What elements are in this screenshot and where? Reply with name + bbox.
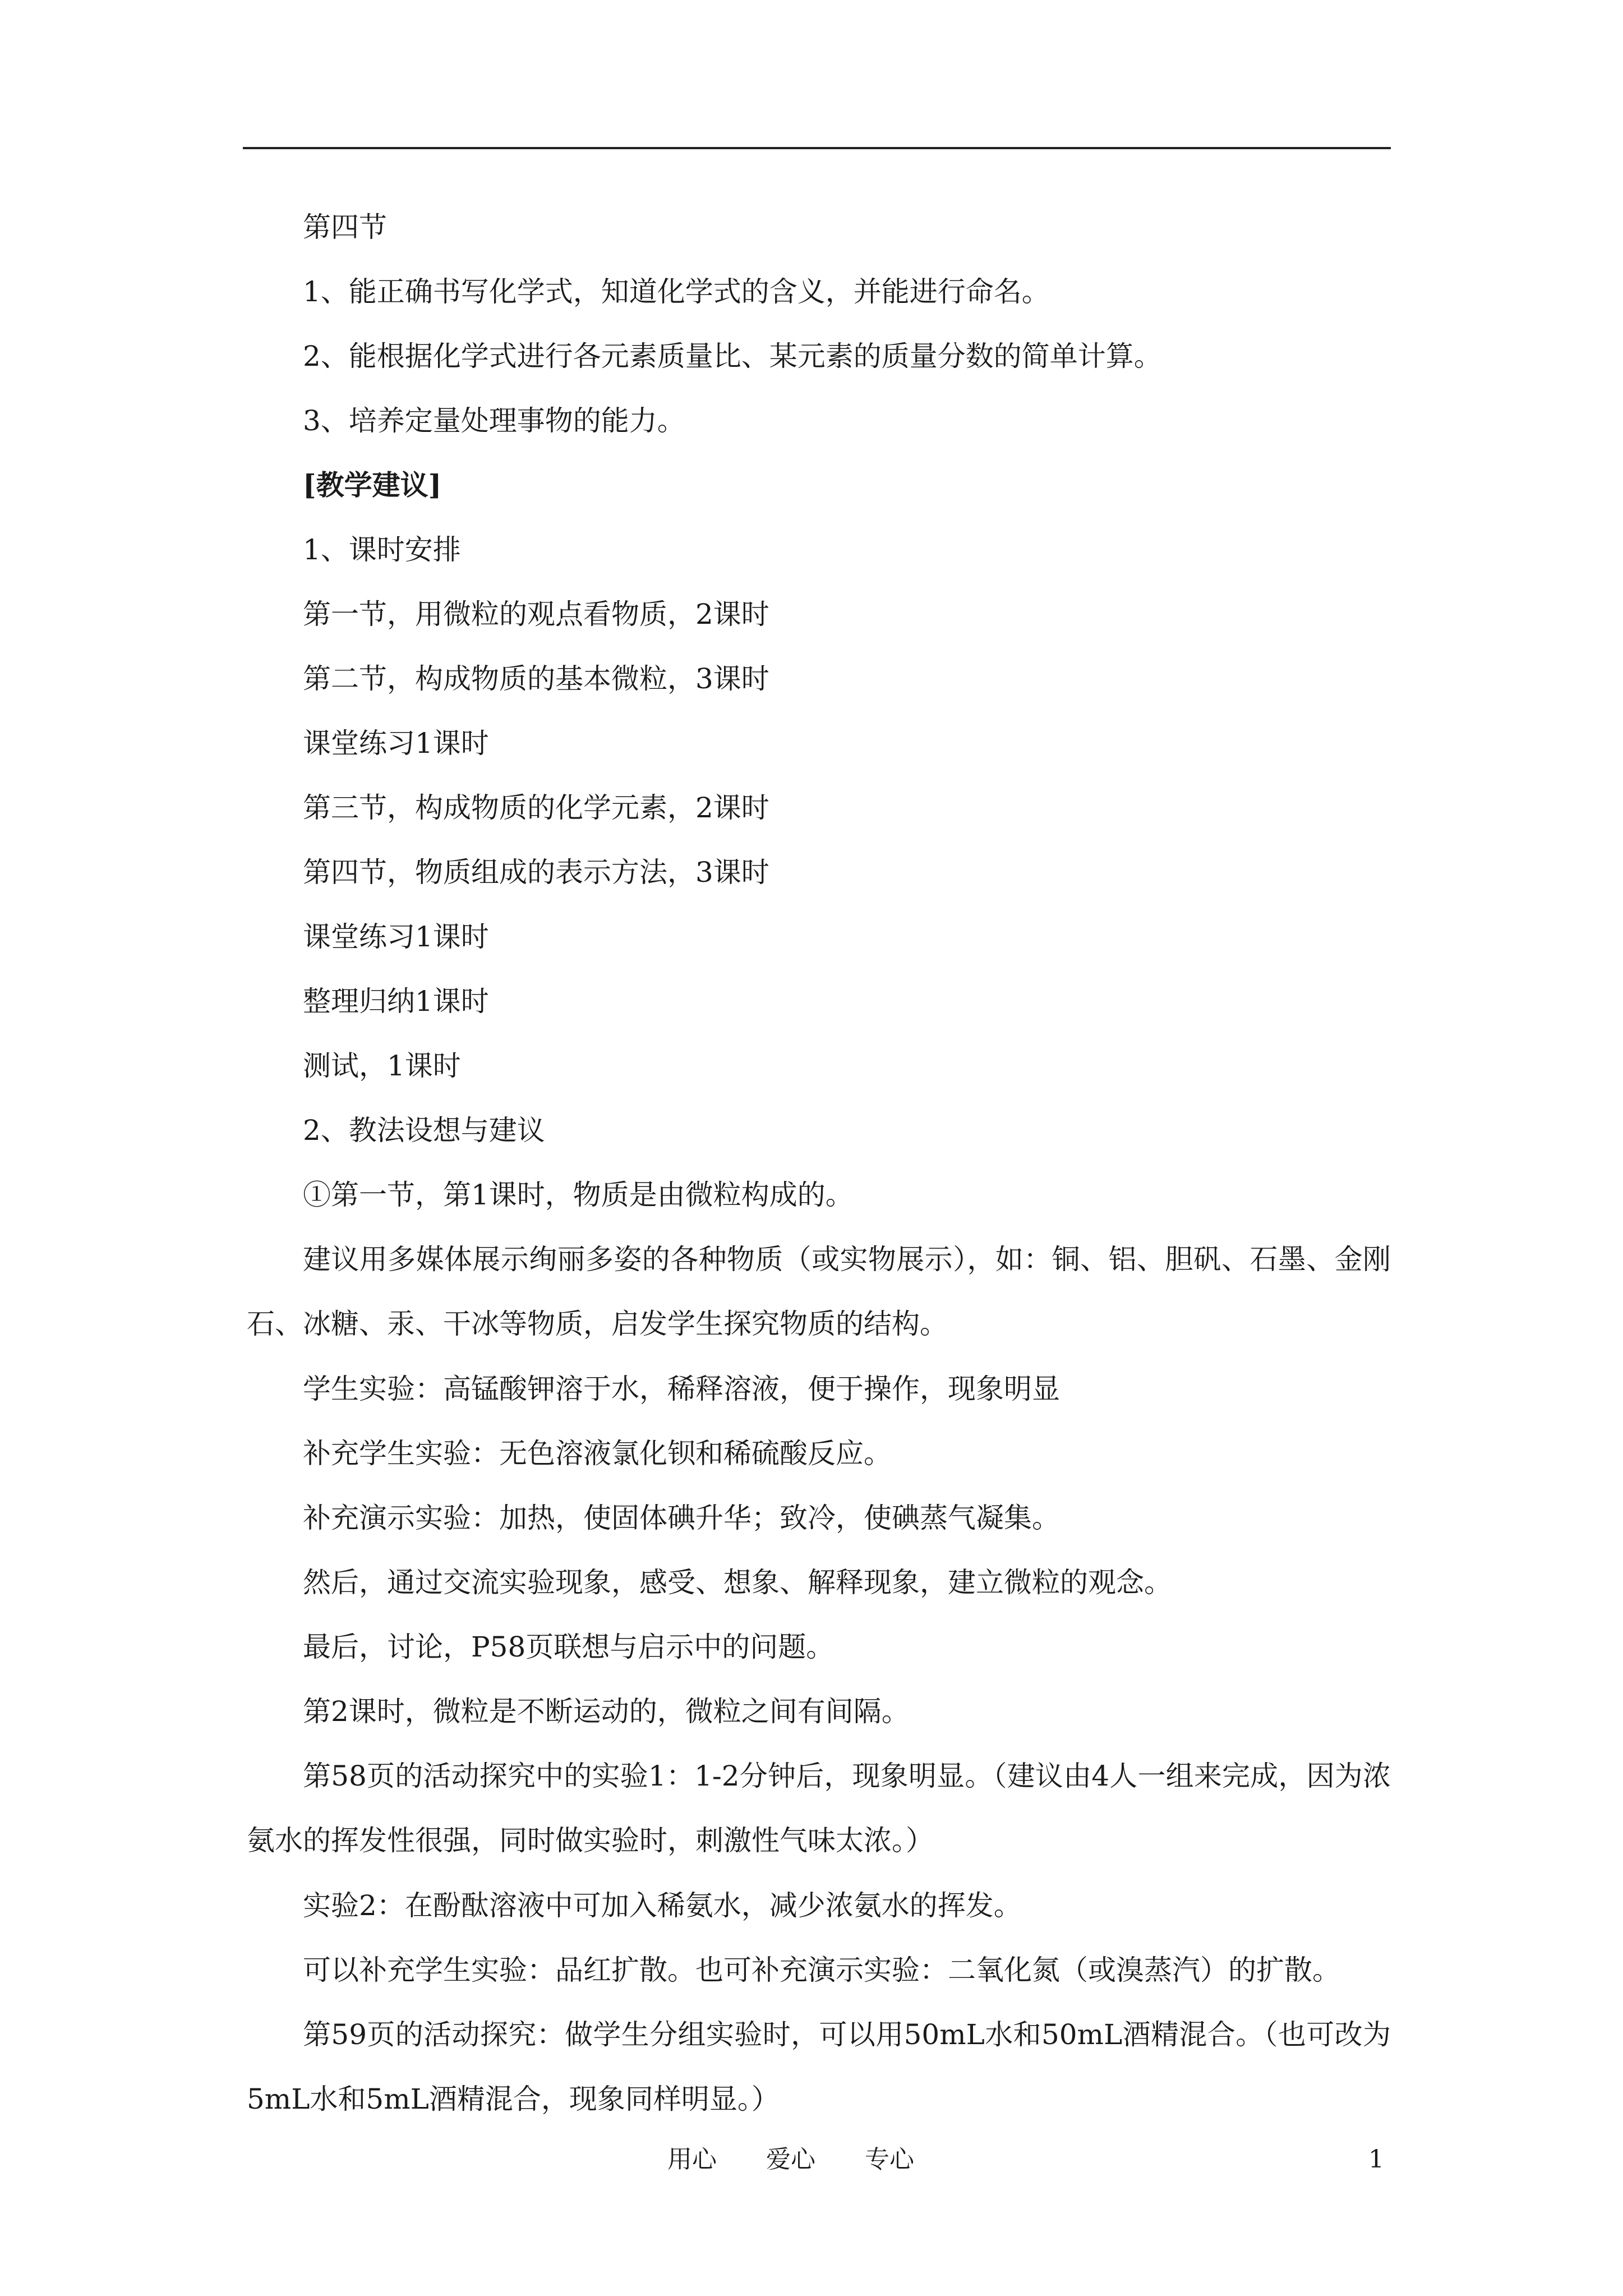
- text-line: 课堂练习1课时: [303, 727, 489, 760]
- text-line: 2、教法设想与建议: [303, 1114, 545, 1147]
- text-line: 第二节，构成物质的基本微粒，3课时: [303, 662, 769, 695]
- header-rule: [243, 147, 1391, 149]
- text-line: 整理归纳1课时: [303, 985, 489, 1018]
- paragraph: 第58页的活动探究中的实验1：1-2分钟后，现象明显。（建议由4人一组来完成，因为浓氨水的挥发性很强，同时做实验时，刺激性气味太浓。）: [247, 1760, 1391, 1857]
- text-line: 第四节，物质组成的表示方法，3课时: [303, 856, 769, 889]
- text-line: 实验2：在酚酞溶液中可加入稀氨水，减少浓氨水的挥发。: [303, 1889, 1022, 1922]
- text-line: 可以补充学生实验：品红扩散。也可补充演示实验：二氧化氮（或溴蒸汽）的扩散。: [303, 1954, 1340, 1986]
- text-line: 第一节，用微粒的观点看物质，2课时: [303, 598, 769, 631]
- text-line: 1、能正确书写化学式，知道化学式的含义，并能进行命名。: [303, 275, 1050, 308]
- text-line: 最后，讨论，P58页联想与启示中的问题。: [303, 1631, 834, 1663]
- text-line: 1、课时安排: [303, 533, 461, 566]
- paragraph: 第59页的活动探究：做学生分组实验时，可以用50mL水和50mL酒精混合。（也可改为5mL水和5mL酒精混合，现象同样明显。）: [247, 2018, 1391, 2115]
- text-line: 学生实验：高锰酸钾溶于水，稀释溶液，便于操作，现象明显: [303, 1373, 1060, 1405]
- section-heading: [教学建议]: [303, 468, 442, 501]
- text-line: 第2课时，微粒是不断运动的，微粒之间有间隔。: [303, 1695, 910, 1728]
- text-line: 第四节: [303, 211, 387, 243]
- text-line: ①第一节，第1课时，物质是由微粒构成的。: [303, 1179, 854, 1211]
- document-body: [247, 210, 1391, 2147]
- text-line: 测试，1课时: [303, 1050, 461, 1082]
- footer-text: 用心 爱心 专心: [667, 2145, 914, 2174]
- text-line: 补充演示实验：加热，使固体碘升华；致冷，使碘蒸气凝集。: [303, 1502, 1060, 1534]
- text-line: 课堂练习1课时: [303, 921, 489, 953]
- page-footer: [0, 2143, 1623, 2177]
- text-line: 第三节，构成物质的化学元素，2课时: [303, 792, 769, 824]
- text-line: 补充学生实验：无色溶液氯化钡和稀硫酸反应。: [303, 1437, 892, 1470]
- text-line: 3、培养定量处理事物的能力。: [303, 404, 685, 437]
- paragraph: 建议用多媒体展示绚丽多姿的各种物质（或实物展示），如：铜、铝、胆矾、石墨、金刚石、冰糖、汞、干冰等物质，启发学生探究物质的结构。: [247, 1243, 1391, 1340]
- text-line: 然后，通过交流实验现象，感受、想象、解释现象，建立微粒的观念。: [303, 1566, 1172, 1599]
- page-number: 1: [1368, 2145, 1384, 2174]
- text-line: 2、能根据化学式进行各元素质量比、某元素的质量分数的简单计算。: [303, 340, 1162, 372]
